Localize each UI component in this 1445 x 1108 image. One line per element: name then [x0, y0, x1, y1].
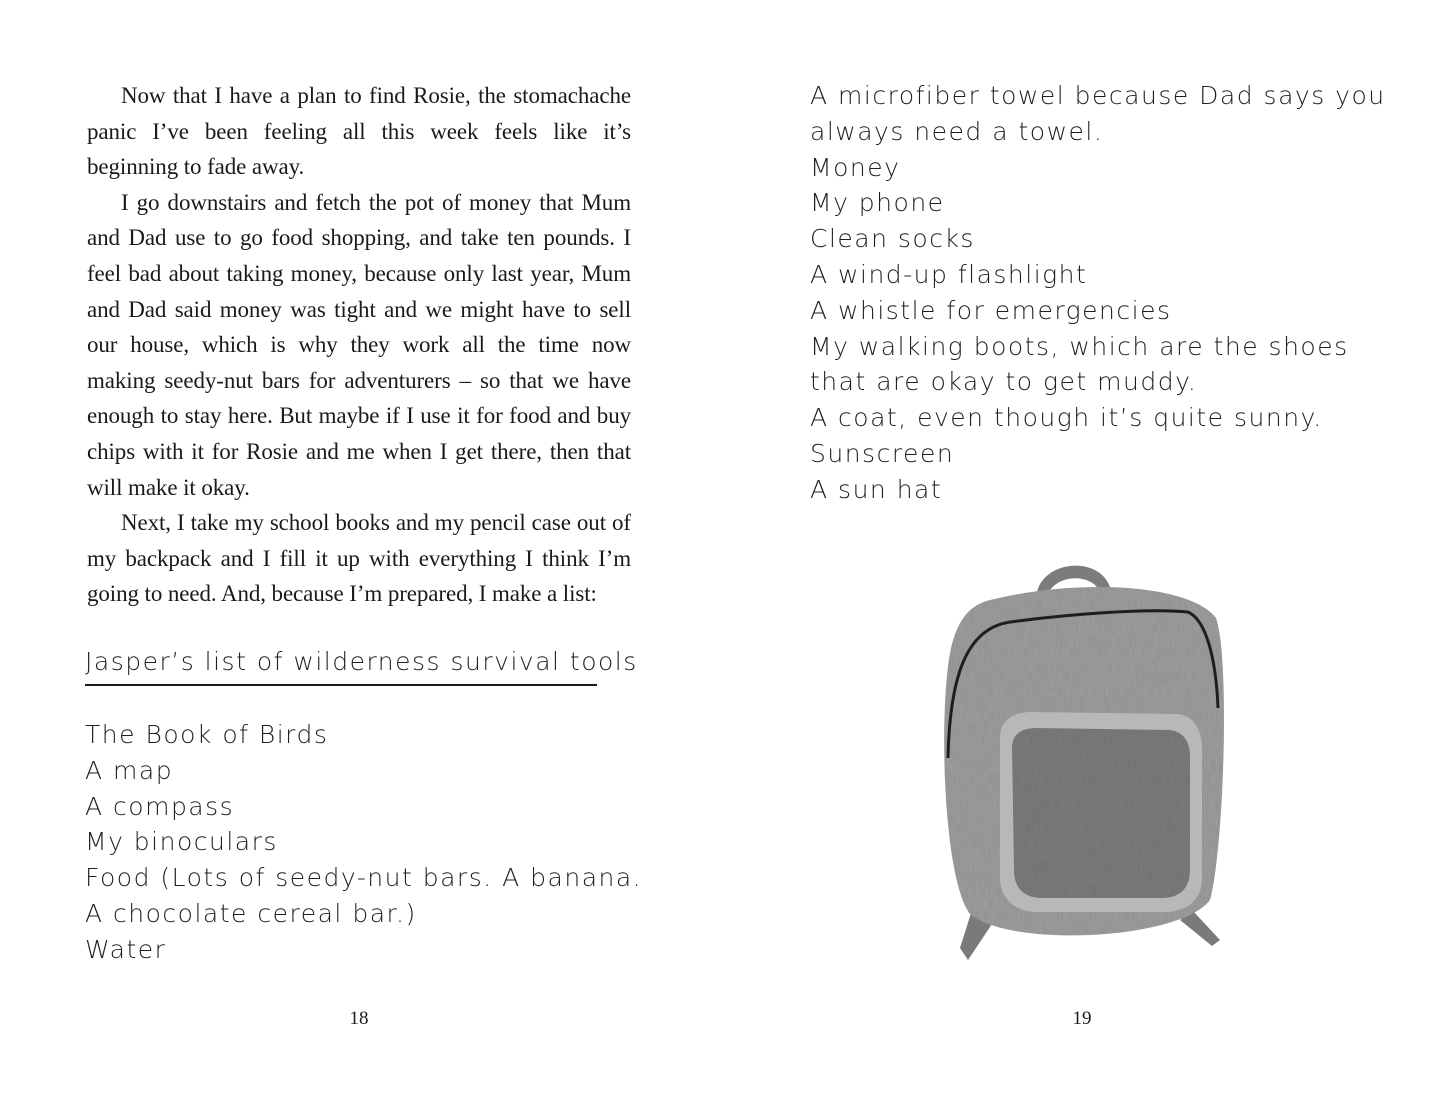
- list-item: Sunscreen: [810, 438, 955, 468]
- page-number: 18: [349, 1008, 369, 1029]
- list-item: A sun hat: [810, 474, 943, 504]
- list-item: Food (Lots of seedy-nut bars. A banana.: [85, 863, 643, 893]
- list-item: A microfiber towel because Dad says you: [810, 81, 1386, 110]
- list-item: A wind-up flashlight: [810, 259, 1088, 289]
- list-item: A whistle for emergencies: [810, 295, 1172, 325]
- survival-list-part-2: [810, 78, 1386, 508]
- left-page: [0, 0, 722, 1108]
- list-item: always need a towel.: [810, 116, 1104, 146]
- paragraph-2: I go downstairs and fetch the pot of money that Mum and Dad use to go food shopping, and take ten pounds. I feel bad about taking money, because only last year, Mum and Dad said money was tight and we might have to sell our house, which is why they work all the time now making seedy-nut bars for adventurers – so that we have enough to stay here. But maybe if I use it for food and buy chips with it for Rosie and me when I get there, then that will make it okay.: [87, 189, 631, 500]
- list-item: The Book of Birds: [85, 720, 329, 749]
- list-item: A chocolate cereal bar.): [85, 898, 417, 928]
- list-item: that are okay to get muddy.: [810, 367, 1198, 397]
- list-item: Water: [85, 934, 167, 964]
- list-item: Clean socks: [810, 224, 975, 254]
- backpack-pocket-inner: [1012, 728, 1190, 898]
- list-item: My walking boots, which are the shoes: [810, 331, 1349, 361]
- list-title: Jasper’s list of wilderness survival tools: [85, 646, 597, 686]
- list-item: A coat, even though it’s quite sunny.: [810, 403, 1323, 433]
- list-item: My binoculars: [85, 827, 278, 857]
- backpack-illustration: [930, 548, 1240, 968]
- paragraph-3: Next, I take my school books and my pencil case out of my backpack and I fill it up with everything I think I’m going to need. And, because I’m prepared, I make a list:: [87, 510, 631, 607]
- list-item: A compass: [85, 791, 235, 821]
- list-item: My phone: [810, 188, 945, 218]
- list-item: A map: [85, 755, 174, 785]
- list-item: Money: [810, 152, 901, 182]
- paragraph-1: Now that I have a plan to find Rosie, the stomachache panic I’ve been feeling all this week feels like it’s beginning to fade away.: [87, 83, 631, 180]
- page-number: 19: [1072, 1008, 1092, 1029]
- right-page: [722, 0, 1445, 1108]
- prose-text: [87, 78, 631, 612]
- survival-list-part-1: [85, 717, 642, 968]
